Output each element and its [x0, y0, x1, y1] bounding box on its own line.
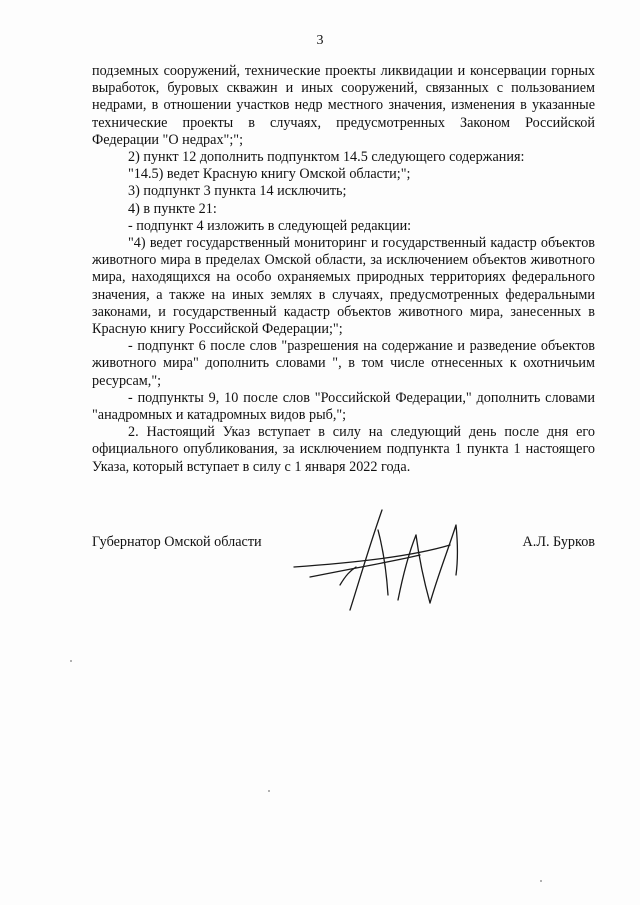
paragraph-item-14-5: "14.5) ведет Красную книгу Омской области;";	[128, 166, 411, 183]
paragraph-subitem-4-text: "4) ведет государственный мониторинг и государственный кадастр объектов животного мира в пределах Омской области, за исключением объектов животного мира, находящихся на особо охраняемых природных территориях федерального значения, а также на иных землях в случаях, предусмотренных федеральными законами, и государственный кадастр объектов животного мира, занесенных в Красную книгу Российской Федерации;";	[92, 235, 595, 338]
paragraph-item-2: 2) пункт 12 дополнить подпунктом 14.5 следующего содержания:	[128, 149, 525, 166]
paragraph-subitem-4-intro: - подпункт 4 изложить в следующей редакции:	[128, 217, 412, 234]
page-number: 3	[316, 33, 324, 48]
paragraph-subitem-6: - подпункт 6 после слов "разрешения на содержание и разведение объектов животного мира" дополнить словами ", в том числе отнесенных к охотничьим ресурсам,";	[92, 338, 595, 389]
paragraph-item-3: 3) подпункт 3 пункта 14 исключить;	[128, 183, 347, 200]
signature-block	[92, 534, 595, 554]
paragraph-item-4: 4) в пункте 21:	[128, 200, 217, 217]
scan-speck	[540, 880, 542, 882]
paragraph-continuation: подземных сооружений, технические проекты ликвидации и консервации горных выработок, буровых скважин и иных сооружений, связанных с пользованием недрами, в отношении участков недр местного значения, изменения в указанные технические проекты в случаях, предусмотренных Законом Российской Федерации "О недрах";";	[92, 63, 595, 148]
scan-speck	[70, 660, 72, 662]
scan-speck	[268, 790, 270, 792]
paragraph-subitems-9-10: - подпункты 9, 10 после слов "Российской Федерации," дополнить словами "анадромных и катадромных видов рыб,";	[92, 389, 595, 424]
document-body	[92, 63, 595, 476]
signatory-title: Губернатор Омской области	[92, 534, 262, 550]
handwritten-signature	[290, 505, 490, 615]
signatory-name: А.Л. Бурков	[522, 534, 595, 550]
paragraph-section-2: 2. Настоящий Указ вступает в силу на следующий день после дня его официального опубликования, за исключением подпункта 1 пункта 1 настоящего Указа, который вступает в силу с 1 января 2022 года.	[92, 424, 595, 475]
